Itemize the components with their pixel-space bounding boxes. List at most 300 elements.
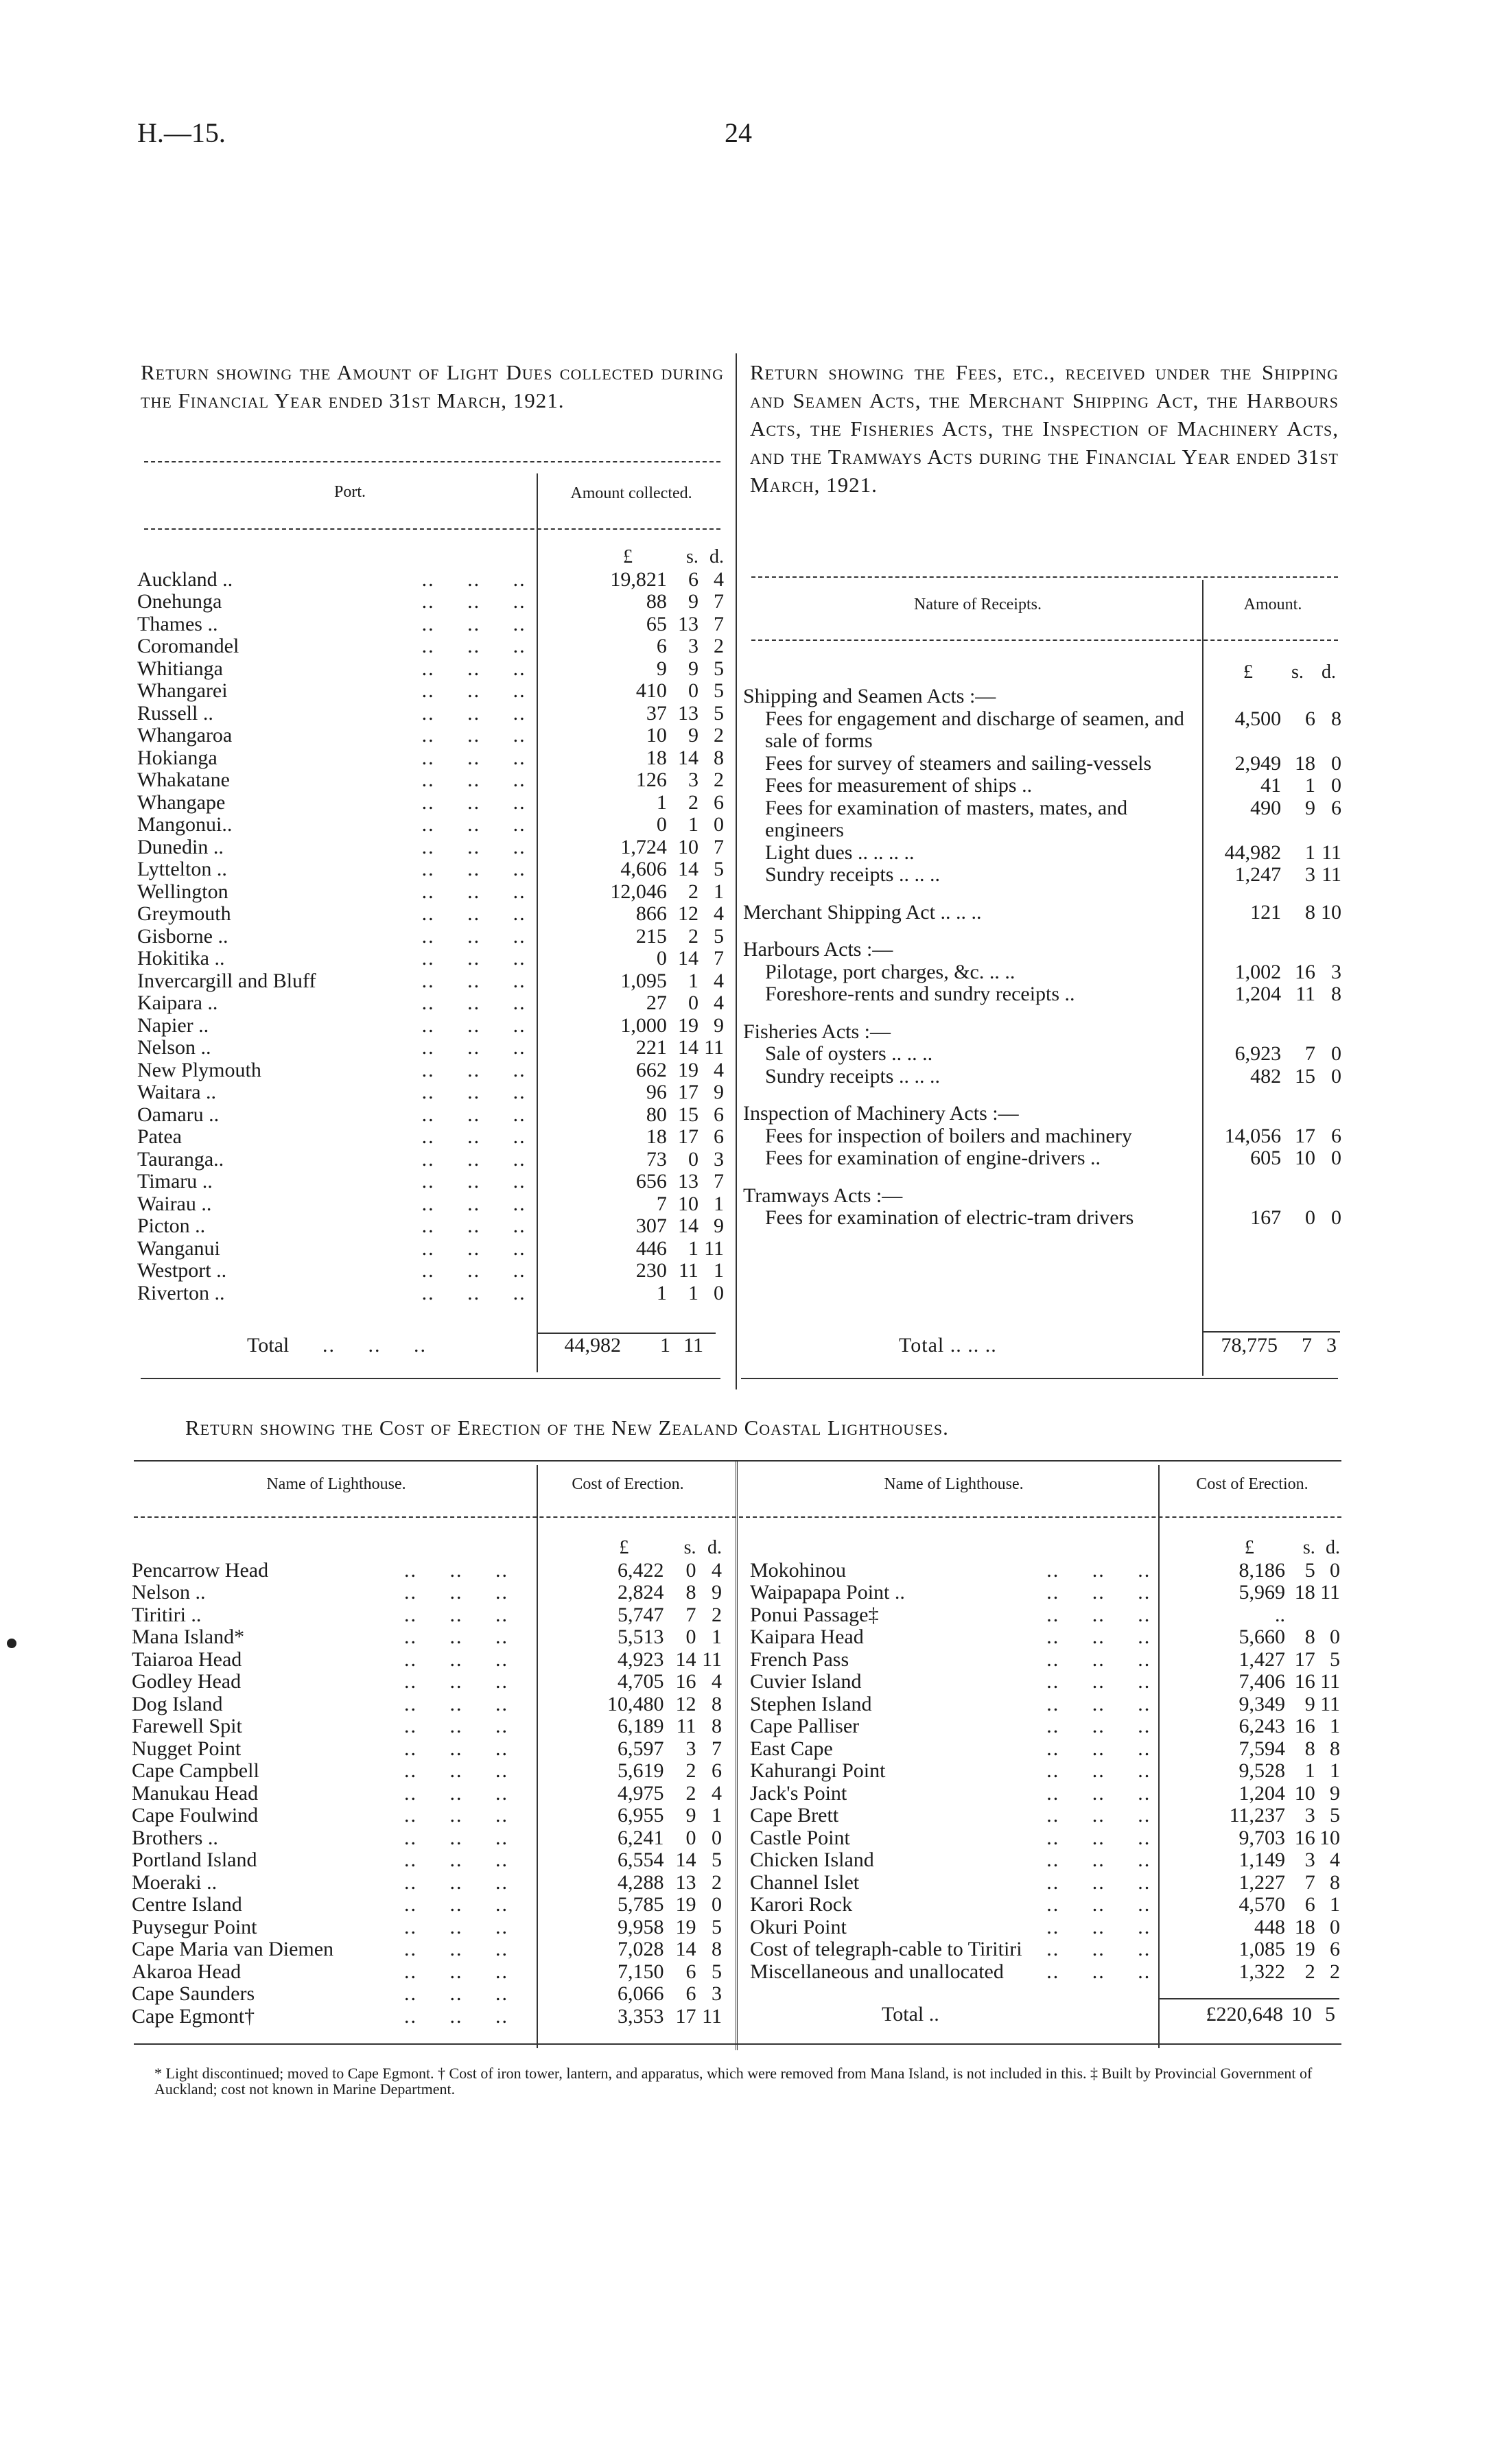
- pounds: 1,322: [1238, 1960, 1285, 1983]
- fees-row: [743, 1147, 1341, 1170]
- lighthouses-header-rule: [134, 1516, 1341, 1518]
- shillings: 16: [1295, 960, 1315, 983]
- pence: 8: [1331, 707, 1341, 730]
- lighthouse-row: [132, 2006, 722, 2028]
- dots-leader: .. .. ..: [1046, 1647, 1151, 1671]
- shillings: 1: [688, 1236, 698, 1260]
- receipt-heading: Inspection of Machinery Acts :—: [743, 1102, 1019, 1125]
- pence: 5: [712, 1960, 722, 1983]
- lighthouse-row: [132, 1938, 722, 1961]
- pence: 1: [1330, 1715, 1340, 1737]
- shillings: 6: [685, 1960, 696, 1983]
- shillings: 17: [1294, 1647, 1315, 1671]
- lighthouse-name: Cape Egmont†: [132, 2005, 255, 2028]
- pence: 0: [714, 1281, 724, 1304]
- port-name: Thames ..: [137, 613, 218, 635]
- lighthouse-row: [132, 1827, 722, 1850]
- pounds: 14,056: [1224, 1124, 1282, 1147]
- shillings: 2: [685, 1781, 696, 1805]
- receipt-heading: Merchant Shipping Act .. .. ..: [743, 900, 982, 924]
- page-number: 24: [725, 117, 752, 148]
- fees-row: [743, 1066, 1341, 1088]
- pence: 9: [714, 1013, 724, 1037]
- light-dues-row: [137, 903, 724, 926]
- port-name: Timaru ..: [137, 1171, 213, 1193]
- lighthouse-name: Tiritiri ..: [132, 1604, 202, 1626]
- lighthouse-name: Ponui Passage‡: [750, 1604, 879, 1626]
- pounds: 9,703: [1238, 1826, 1285, 1849]
- pence: 6: [1331, 796, 1341, 819]
- light-dues-row: [137, 1126, 724, 1149]
- pounds: 7,028: [617, 1938, 664, 1960]
- dots-leader: .. .. ..: [403, 1581, 508, 1604]
- pounds: 221: [635, 1036, 667, 1059]
- lighthouse-name: Cape Palliser: [750, 1715, 860, 1737]
- lighthouse-row: [132, 1560, 722, 1582]
- fees-title: Return showing the Fees, etc., received under the Shipping and Seamen Acts, the Merchant Shipping Act, the Harbours Acts, the Fisheries Acts, the Inspection of Machinery Acts, and the Tramways Acts during the Financial Year ended 31st March, 1921.: [750, 360, 1339, 497]
- lighthouse-name: Jack's Point: [750, 1782, 847, 1805]
- pounds: 1: [656, 790, 667, 814]
- shillings: 12: [675, 1692, 696, 1715]
- shillings: 15: [1295, 1064, 1315, 1088]
- dots-leader: .. .. ..: [403, 1558, 508, 1582]
- lh-left-table: [132, 1537, 722, 2028]
- lighthouse-name: Puysegur Point: [132, 1916, 257, 1938]
- fees-table: [743, 661, 1341, 1230]
- shillings: 1: [1305, 774, 1315, 797]
- pence: 11: [1320, 1692, 1340, 1715]
- pounds: 11,237: [1229, 1804, 1285, 1827]
- pence: 4: [712, 1558, 722, 1582]
- light-dues-row: [137, 1149, 724, 1171]
- pounds: 3,353: [617, 2004, 664, 2028]
- fees-row: [743, 902, 1341, 924]
- shillings: 2: [688, 790, 698, 814]
- lighthouse-name: Karori Rock: [750, 1894, 853, 1916]
- lighthouse-name: Cape Campbell: [132, 1760, 259, 1782]
- lighthouse-name: Kaipara Head: [750, 1626, 864, 1648]
- lighthouse-name: Mana Island*: [132, 1626, 245, 1648]
- pounds: 6,243: [1238, 1715, 1285, 1737]
- page-reference: H.—15.: [137, 117, 226, 148]
- pence: 6: [714, 1125, 724, 1148]
- light-dues-row: [137, 836, 724, 859]
- lighthouse-row: [750, 1938, 1340, 1961]
- shillings: [1281, 939, 1315, 961]
- lighthouse-name: Okuri Point: [750, 1916, 847, 1938]
- pounds: 2,824: [617, 1581, 664, 1604]
- fees-row: [743, 775, 1341, 797]
- shillings: 13: [677, 612, 698, 635]
- lighthouse-name: Nugget Point: [132, 1737, 242, 1760]
- pence: 2: [714, 724, 724, 747]
- lighthouse-row: [750, 1894, 1340, 1916]
- dots-leader: .. .. ..: [421, 947, 526, 970]
- lh-total-rule: [1160, 1998, 1339, 1999]
- shillings: 13: [677, 701, 698, 725]
- light-dues-bottom-rule: [141, 1378, 720, 1379]
- shillings: 16: [1294, 1670, 1315, 1693]
- light-dues-row: [137, 1193, 724, 1216]
- lh-right-table: [750, 1537, 1340, 1983]
- lighthouse-row: [750, 1805, 1340, 1827]
- pence: 10: [1319, 1826, 1340, 1849]
- fees-row: [743, 961, 1341, 984]
- shillings: 10: [677, 835, 698, 858]
- dots-leader: .. .. ..: [421, 790, 526, 814]
- pounds: 5,619: [617, 1759, 664, 1782]
- pounds: 307: [635, 1215, 667, 1237]
- lighthouse-name: Stephen Island: [750, 1693, 872, 1715]
- lighthouse-row: [750, 1604, 1340, 1627]
- light-dues-row: [137, 1015, 724, 1037]
- pence: 4: [1330, 1849, 1340, 1871]
- dots-leader: .. .. ..: [421, 1103, 526, 1126]
- pounds: 5,660: [1238, 1626, 1285, 1648]
- dots-leader: .. .. ..: [1046, 1870, 1151, 1894]
- dots-leader: .. .. ..: [1046, 1804, 1151, 1827]
- lighthouse-row: [132, 1983, 722, 2006]
- light-dues-row: [137, 948, 724, 970]
- dots-leader: .. .. ..: [1046, 1849, 1151, 1871]
- pounds: 19,821: [610, 567, 667, 591]
- lighthouse-row: [132, 1760, 722, 1783]
- pounds: [1207, 685, 1281, 708]
- port-name: Kaipara ..: [137, 992, 218, 1014]
- lighthouse-row: [132, 1894, 722, 1916]
- dots-leader: .. .. ..: [1046, 1960, 1151, 1983]
- pounds: 866: [635, 902, 667, 925]
- shillings: 19: [1294, 1938, 1315, 1960]
- lighthouse-name: Chicken Island: [750, 1849, 874, 1871]
- shillings: 16: [1294, 1826, 1315, 1849]
- pounds: 4,288: [617, 1870, 664, 1894]
- pence: 8: [1331, 983, 1341, 1005]
- pence: 0: [1331, 1206, 1341, 1229]
- pence: 0: [1331, 774, 1341, 797]
- port-name: Wellington: [137, 880, 228, 903]
- pounds: 4,705: [617, 1670, 664, 1693]
- shillings: 1: [1305, 841, 1315, 864]
- pence: 5: [714, 924, 724, 948]
- pounds: 446: [635, 1236, 667, 1260]
- pounds: 1,000: [620, 1013, 667, 1037]
- shillings: 10: [677, 1192, 698, 1215]
- receipt-heading: Harbours Acts :—: [743, 938, 893, 961]
- shillings: 8: [1304, 1626, 1315, 1648]
- shillings: 3: [685, 1737, 696, 1760]
- pounds: 10: [646, 724, 667, 747]
- fees-header-rule: [751, 640, 1338, 641]
- pence: 5: [712, 1849, 722, 1871]
- pence: 9: [712, 1581, 722, 1604]
- lighthouse-row: [750, 1961, 1340, 1984]
- pence: 1: [1330, 1893, 1340, 1916]
- pounds: 1,724: [620, 835, 667, 858]
- pounds: 1,149: [1238, 1849, 1285, 1871]
- pence: 9: [714, 1215, 724, 1237]
- port-name: Wairau ..: [137, 1193, 212, 1215]
- shillings: [1281, 685, 1315, 708]
- pence: 7: [714, 590, 724, 613]
- fees-col-amount: Amount.: [1243, 596, 1302, 613]
- dots-leader: .. .. ..: [421, 724, 526, 747]
- pence: 4: [712, 1781, 722, 1805]
- pounds: 18: [646, 1125, 667, 1148]
- dots-leader: .. .. ..: [421, 1281, 526, 1304]
- pounds: 6,066: [617, 1982, 664, 2005]
- spacer-row: [743, 1088, 1341, 1103]
- receipt-item: Sundry receipts .. .. ..: [765, 863, 940, 886]
- lighthouse-row: [132, 1872, 722, 1894]
- pence: 1: [714, 1259, 724, 1282]
- lh-left-col-cost: Cost of Erection.: [572, 1475, 684, 1493]
- light-dues-row: [137, 1081, 724, 1104]
- lighthouse-row: [132, 1849, 722, 1872]
- light-dues-row: [137, 1104, 724, 1127]
- dots-leader: .. .. ..: [403, 1647, 508, 1671]
- pounds: 126: [635, 768, 667, 791]
- light-dues-row: [137, 792, 724, 814]
- shillings: [1285, 1604, 1315, 1627]
- lighthouse-row: [750, 1783, 1340, 1805]
- pence: 5: [714, 858, 724, 880]
- shillings: 14: [675, 1647, 696, 1671]
- dots-leader: .. .. ..: [403, 1781, 508, 1805]
- port-name: Whakatane: [137, 769, 230, 791]
- pence: 8: [712, 1715, 722, 1737]
- shillings: 0: [685, 1626, 696, 1648]
- pounds: 27: [646, 992, 667, 1014]
- receipt-heading: Shipping and Seamen Acts :—: [743, 685, 996, 707]
- receipt-item: Fees for survey of steamers and sailing-vessels: [765, 751, 1152, 775]
- pence: 5: [712, 1915, 722, 1938]
- pounds: 448: [1254, 1915, 1285, 1938]
- shillings: 14: [675, 1849, 696, 1871]
- shillings: 12: [677, 902, 698, 925]
- dots-leader: .. .. ..: [421, 813, 526, 836]
- pence: 5: [714, 657, 724, 680]
- pounds: 5,513: [617, 1626, 664, 1648]
- margin-mark: [7, 1639, 16, 1648]
- shillings: 1: [1304, 1759, 1315, 1782]
- light-dues-total-label: Total: [247, 1334, 290, 1357]
- shillings: 3: [1305, 863, 1315, 886]
- pence: 8: [1330, 1870, 1340, 1894]
- pounds: 490: [1250, 796, 1282, 819]
- light-dues-row: [137, 1282, 724, 1305]
- lighthouse-name: Cuvier Island: [750, 1671, 862, 1693]
- shillings: 1: [688, 813, 698, 836]
- port-name: Waitara ..: [137, 1081, 217, 1103]
- fees-row: [743, 1021, 1341, 1044]
- pence: 10: [1321, 900, 1341, 924]
- lighthouse-name: Miscellaneous and unallocated: [750, 1960, 1004, 1983]
- lighthouses-bottom-rule: [134, 2043, 1341, 2045]
- fees-total-label: Total .. .. ..: [899, 1334, 997, 1357]
- light-dues-row: [137, 1059, 724, 1082]
- pounds: [1207, 939, 1281, 961]
- pence: 0: [1331, 1147, 1341, 1169]
- pounds: 12,046: [610, 880, 667, 903]
- fees-bottom-rule: [741, 1378, 1338, 1379]
- lighthouse-name: Cape Foulwind: [132, 1805, 259, 1827]
- dots-leader: .. .. ..: [403, 1670, 508, 1693]
- lighthouse-row: [132, 1738, 722, 1761]
- pence: 0: [712, 1826, 722, 1849]
- lighthouse-name: Manukau Head: [132, 1782, 259, 1805]
- light-dues-row: [137, 970, 724, 993]
- light-dues-row: [137, 1260, 724, 1282]
- lighthouse-row: [132, 1961, 722, 1984]
- lighthouses-title: Return showing the Cost of Erection of the New Zealand Coastal Lighthouses.: [185, 1416, 949, 1440]
- pounds: 0: [656, 947, 667, 970]
- pounds: 4,923: [617, 1647, 664, 1671]
- dots-leader: .. .. ..: [421, 1192, 526, 1215]
- pounds: 7,594: [1238, 1737, 1285, 1760]
- shillings: 2: [685, 1759, 696, 1782]
- pounds: 662: [635, 1058, 667, 1081]
- dots-leader: .. .. ..: [421, 768, 526, 791]
- pounds: 7: [656, 1192, 667, 1215]
- pence: 8: [714, 746, 724, 769]
- lighthouse-name: Castle Point: [750, 1827, 850, 1849]
- pounds: 5,747: [617, 1603, 664, 1626]
- dots-leader: .. .. ..: [421, 1147, 526, 1171]
- dots-leader: .. .. ..: [403, 1870, 508, 1894]
- dots-leader: .. .. ..: [1046, 1558, 1151, 1582]
- light-dues-title: Return showing the Amount of Light Dues collected during the Financial Year ended 31st March, 1921.: [141, 360, 724, 412]
- pounds: 18: [646, 746, 667, 769]
- shillings: 3: [1304, 1804, 1315, 1827]
- dots-leader: .. .. ..: [403, 1626, 508, 1648]
- lighthouse-name: Portland Island: [132, 1849, 257, 1871]
- pence: 1: [712, 1804, 722, 1827]
- pence: 7: [714, 947, 724, 970]
- pounds: 7,406: [1238, 1670, 1285, 1693]
- dots-leader: .. .. ..: [1046, 1893, 1151, 1916]
- receipt-item: Fees for measurement of ships ..: [765, 774, 1033, 797]
- pounds: 41: [1260, 774, 1282, 797]
- spacer-row: [743, 924, 1341, 939]
- shillings: 0: [688, 679, 698, 702]
- fees-row: [743, 1103, 1341, 1125]
- shillings: 7: [1305, 1042, 1315, 1065]
- pence: 11: [702, 2004, 722, 2028]
- dots-leader: .. .. ..: [421, 1259, 526, 1282]
- pence: 1: [714, 1192, 724, 1215]
- pounds: 167: [1250, 1206, 1282, 1229]
- shillings: 6: [1304, 1893, 1315, 1916]
- footnotes: * Light discontinued; moved to Cape Egmont. † Cost of iron tower, lantern, and apparatus, which were removed from Mana Island, is not included in this. ‡ Built by Provincial Government of Auckland; cost not known in Marine Department.: [154, 2065, 1313, 2098]
- shillings: 14: [677, 947, 698, 970]
- light-dues-header-rule: [144, 528, 720, 530]
- pounds: 65: [646, 612, 667, 635]
- dots-leader: .. .. ..: [421, 746, 526, 769]
- pence: 2: [712, 1603, 722, 1626]
- port-name: Hokitika ..: [137, 948, 225, 970]
- dots-leader: .. .. ..: [421, 924, 526, 948]
- shillings: 19: [677, 1058, 698, 1081]
- dots-leader: .. .. ..: [421, 612, 526, 635]
- shillings: 6: [685, 1982, 696, 2005]
- shillings: 19: [675, 1915, 696, 1938]
- port-name: Coromandel: [137, 635, 239, 657]
- shillings: 16: [675, 1670, 696, 1693]
- pence: [1315, 685, 1341, 708]
- pounds: 4,975: [617, 1781, 664, 1805]
- port-name: Whangape: [137, 791, 226, 814]
- lighthouse-name: Nelson ..: [132, 1582, 206, 1604]
- pounds: 1,085: [1238, 1938, 1285, 1960]
- pence: 11: [704, 1036, 724, 1059]
- dots-leader: .. .. ..: [403, 1826, 508, 1849]
- receipt-item: Fees for inspection of boilers and machinery: [765, 1124, 1132, 1147]
- pence: 0: [712, 1893, 722, 1916]
- pence: 8: [712, 1938, 722, 1960]
- fees-row: [743, 864, 1341, 887]
- shillings: 10: [1294, 1781, 1315, 1805]
- pounds: 6,955: [617, 1804, 664, 1827]
- dots-leader: .. .. ..: [1046, 1603, 1151, 1626]
- light-dues-total-row: [247, 1334, 521, 1357]
- lighthouse-name: Mokohinou: [750, 1559, 847, 1582]
- pounds: 2,949: [1234, 751, 1282, 775]
- pounds: 0: [656, 813, 667, 836]
- pence: 5: [1330, 1804, 1340, 1827]
- shillings: 9: [1304, 1692, 1315, 1715]
- dots-leader: .. .. ..: [403, 1915, 508, 1938]
- pence: 0: [1331, 1042, 1341, 1065]
- shillings: 11: [679, 1259, 698, 1282]
- shillings: [1281, 1185, 1315, 1208]
- lighthouse-row: [750, 1626, 1340, 1649]
- fees-row: [743, 983, 1341, 1006]
- pounds: 8,186: [1238, 1558, 1285, 1582]
- shillings: 13: [677, 1170, 698, 1193]
- lighthouse-row: [750, 1872, 1340, 1894]
- shillings: 19: [675, 1893, 696, 1916]
- pounds: 1,427: [1238, 1647, 1285, 1671]
- pence: 4: [714, 567, 724, 591]
- lighthouse-name: Godley Head: [132, 1671, 242, 1693]
- pence: 7: [714, 612, 724, 635]
- pence: 11: [702, 1647, 722, 1671]
- shillings: 0: [688, 1147, 698, 1171]
- lighthouse-row: [132, 1715, 722, 1738]
- dots-leader: .. .. ..: [403, 1982, 508, 2005]
- lighthouse-row: [132, 1693, 722, 1716]
- dots-leader: .. .. ..: [1046, 1781, 1151, 1805]
- pounds: 6,241: [617, 1826, 664, 1849]
- lighthouse-row: [750, 1916, 1340, 1939]
- pence: [1315, 1021, 1341, 1044]
- lighthouse-row: [132, 1604, 722, 1627]
- pounds: 80: [646, 1103, 667, 1126]
- shillings: 6: [688, 567, 698, 591]
- shillings: 17: [677, 1081, 698, 1103]
- pounds: 6,597: [617, 1737, 664, 1760]
- receipt-item: Pilotage, port charges, &c. .. ..: [765, 960, 1015, 983]
- dots-leader: .. .. ..: [403, 1849, 508, 1871]
- pounds: 230: [635, 1259, 667, 1282]
- pence: 9: [1330, 1781, 1340, 1805]
- shillings: 0: [685, 1826, 696, 1849]
- shillings: 17: [1295, 1124, 1315, 1147]
- fees-row: [743, 708, 1341, 753]
- light-dues-row: [137, 725, 724, 747]
- dots-leader: .. .. ..: [1046, 1915, 1151, 1938]
